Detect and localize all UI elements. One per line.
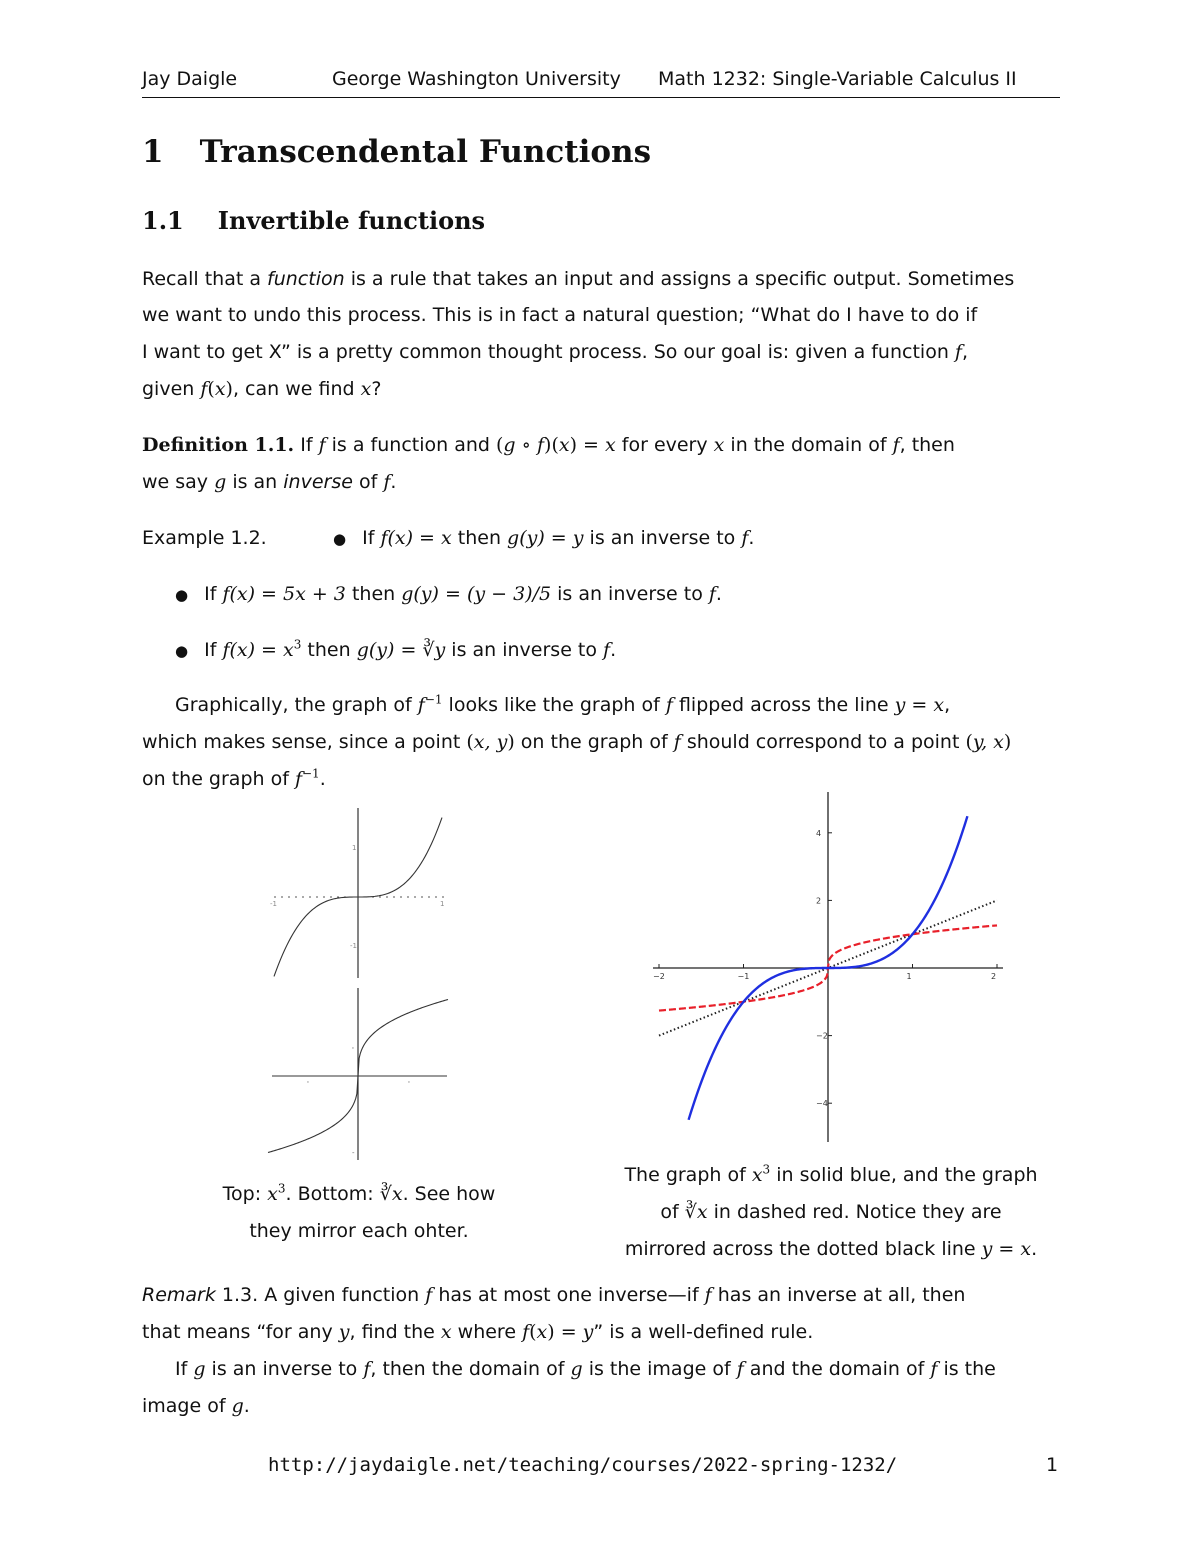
y-tick-label: 4 (816, 828, 822, 838)
svg-text:-: - (352, 1149, 355, 1157)
example-item-1: ● If f(x) = x then g(y) = y is an inverse to f. (333, 527, 755, 549)
remark-line-2: that means “for any y, find the x where f(x) = y” is a well-defined rule. (142, 1321, 814, 1343)
intro-line-1: Recall that a function is a rule that takes an input and assigns a specific output. Sometimes (142, 268, 1015, 290)
svg-text:1: 1 (352, 844, 357, 852)
section-title: Transcendental Functions (199, 134, 652, 170)
x-tick-label: 1 (906, 972, 912, 981)
left-caption: Top: $x^3$. Bottom: ∛x. See how they mirror each ohter. (222, 1181, 496, 1242)
graphically-line-1: Graphically, the graph of $f^{-1}$ looks like the graph of f flipped across the line y = x, (175, 692, 951, 716)
definition-line-2: we say g is an inverse of f. (142, 471, 397, 493)
svg-text:1: 1 (440, 900, 445, 908)
right-figure-chart (645, 788, 1015, 1148)
x-tick-label: 2 (991, 972, 997, 981)
header-rule (142, 97, 1060, 98)
header-course: Math 1232: Single-Variable Calculus II (658, 68, 1017, 90)
domain-line-1: If g is an inverse to f, then the domain of g is the image of f and the domain of f is the (175, 1358, 996, 1380)
subsection-number: 1.1 (142, 206, 184, 235)
subsection-title: Invertible functions (217, 206, 486, 235)
intro-line-2: we want to undo this process. This is in fact a natural question; “What do I have to do if (142, 304, 978, 326)
remark-label: Remark (142, 1284, 216, 1306)
definition-line-1: Definition 1.1. If f is a function and (g ∘ f)(x) = x for every x in the domain of f, then (142, 434, 955, 456)
y-tick-label: −2 (816, 1031, 828, 1041)
header-author: Jay Daigle (142, 68, 238, 90)
y-tick-label: −4 (816, 1099, 828, 1109)
header-university: George Washington University (332, 68, 621, 90)
example-label: Example 1.2. (142, 527, 267, 549)
plot-cube-bw (270, 808, 447, 978)
svg-text:': ' (307, 1080, 309, 1088)
subsection-heading (142, 206, 485, 235)
section-number: 1 (142, 134, 164, 170)
svg-text:-1: -1 (270, 900, 277, 908)
page-number: 1 (1046, 1454, 1059, 1476)
intro-line-3: I want to get X” is a pretty common thought process. So our goal is: given a function f, (142, 341, 968, 363)
svg-text:': ' (352, 1046, 354, 1054)
example-item-3: ● If $f(x) = x^3$ then g(y) = ∛y is an inverse to f. (175, 637, 617, 661)
x-tick-label: −1 (737, 972, 750, 981)
plot-cube-root-bw (268, 988, 448, 1160)
left-figure (262, 800, 462, 1170)
x-tick-label: −2 (653, 972, 665, 981)
remark-line-1: Remark 1.3. A given function f has at most one inverse—if f has an inverse at all, then (142, 1284, 966, 1306)
right-caption: The graph of $x^3$ in solid blue, and the graph of ∛x in dashed red. Notice they are mirrored across the dotted black line y = x. (624, 1162, 1038, 1260)
svg-text:-1: -1 (350, 942, 357, 950)
graphically-line-3: on the graph of $f^{-1}$. (142, 766, 326, 790)
definition-label: Definition 1.1. (142, 434, 295, 456)
example-item-2: ● If f(x) = 5x + 3 then g(y) = (y − 3)/5 is an inverse to f. (175, 583, 722, 605)
domain-line-2: image of g. (142, 1395, 250, 1417)
y-tick-label: 2 (816, 896, 822, 906)
intro-line-4: given f(x), can we find x? (142, 378, 382, 400)
graphically-line-2: which makes sense, since a point (x, y) on the graph of f should correspond to a point (y, x) (142, 731, 1012, 753)
svg-text:': ' (408, 1080, 410, 1088)
section-heading (142, 134, 651, 170)
footer-url[interactable]: http://jaydaigle.net/teaching/courses/2022-spring-1232/ (268, 1454, 898, 1476)
